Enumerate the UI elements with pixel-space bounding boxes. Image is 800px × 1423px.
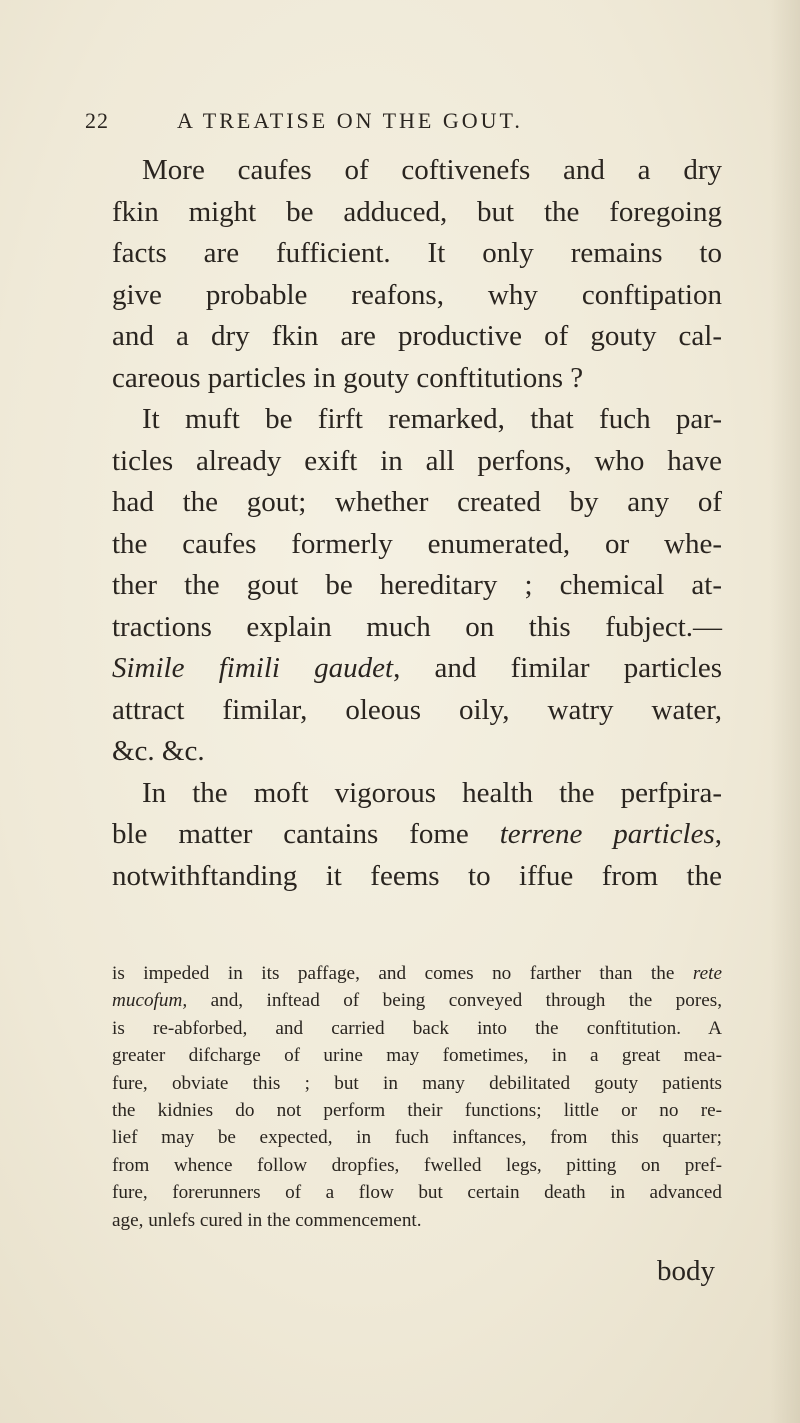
text-line: facts are fufficient. It only remains to	[112, 237, 722, 269]
text-fragment: , and fimilar particles	[393, 652, 722, 684]
page-number: 22	[85, 108, 109, 133]
text-line: and a dry fkin are productive of gouty cal-	[112, 320, 722, 352]
footnote-line: from whence follow dropfies, fwelled legs, pitting on pref-	[112, 1154, 722, 1176]
latin-word: mucofum,	[112, 990, 188, 1012]
running-head	[85, 108, 725, 142]
latin-phrase: Simile fimili gaudet	[112, 652, 394, 684]
footnote-line: fure, obviate this ; but in many debilitated gouty patients	[112, 1072, 722, 1094]
footnote-line: is re-abforbed, and carried back into the conftitution. A	[112, 1017, 722, 1039]
text-line	[112, 648, 722, 690]
text-line: It muft be firft remarked, that fuch par-	[142, 403, 722, 435]
paragraph-1	[112, 150, 722, 399]
paragraph-3	[112, 773, 722, 898]
text-fragment: ble matter cantains fome	[112, 818, 469, 850]
text-fragment: and, inftead of being conveyed through the pores,	[210, 990, 723, 1012]
footnote-line: age, unlefs cured in the commencement.	[112, 1209, 422, 1231]
text-line: notwithftanding it feems to iffue from the	[112, 859, 722, 892]
footnote-line: fure, forerunners of a flow but certain death in advanced	[112, 1182, 722, 1204]
text-line: More caufes of coftivenefs and a dry	[142, 154, 722, 186]
text-line: attract fimilar, oleous oily, watry water,	[112, 693, 722, 726]
text-line: give probable reafons, why conftipation	[112, 278, 722, 311]
footnote	[112, 960, 722, 1234]
text-fragment: ,	[714, 818, 723, 850]
footnote-line: lief may be expected, in fuch inftances, from this quarter;	[112, 1127, 722, 1149]
footnote-line: greater difcharge of urine may fometimes, in a great mea-	[112, 1045, 722, 1067]
text-line: fkin might be adduced, but the foregoing	[112, 195, 722, 228]
text-line: had the gout; whether created by any of	[112, 486, 722, 518]
text-fragment: is impeded in its paffage, and comes no farther than the	[112, 963, 675, 984]
text-line	[112, 814, 722, 856]
text-line: In the moft vigorous health the perfpira-	[142, 776, 722, 809]
running-title: A TREATISE ON THE GOUT.	[177, 108, 523, 133]
text-line: &c. &c.	[112, 735, 205, 767]
text-line: ticles already exift in all perfons, who have	[112, 444, 722, 477]
footnote-line: the kidnies do not perform their functions; little or no re-	[112, 1100, 722, 1122]
footnote-line	[112, 960, 722, 987]
italic-phrase: terrene particles	[499, 818, 715, 850]
footnote-line	[112, 987, 722, 1014]
catchword: body	[657, 1255, 715, 1287]
paragraph-2	[112, 399, 722, 773]
text-line: careous particles in gouty conftitutions ?	[112, 361, 584, 394]
page-edge-shadow	[770, 0, 800, 1423]
text-line: the caufes formerly enumerated, or whe-	[112, 527, 722, 560]
text-line: ther the gout be hereditary ; chemical at-	[112, 569, 722, 601]
text-line: tractions explain much on this fubject.—	[112, 610, 722, 643]
main-text	[112, 150, 722, 897]
latin-word: rete	[692, 963, 722, 984]
